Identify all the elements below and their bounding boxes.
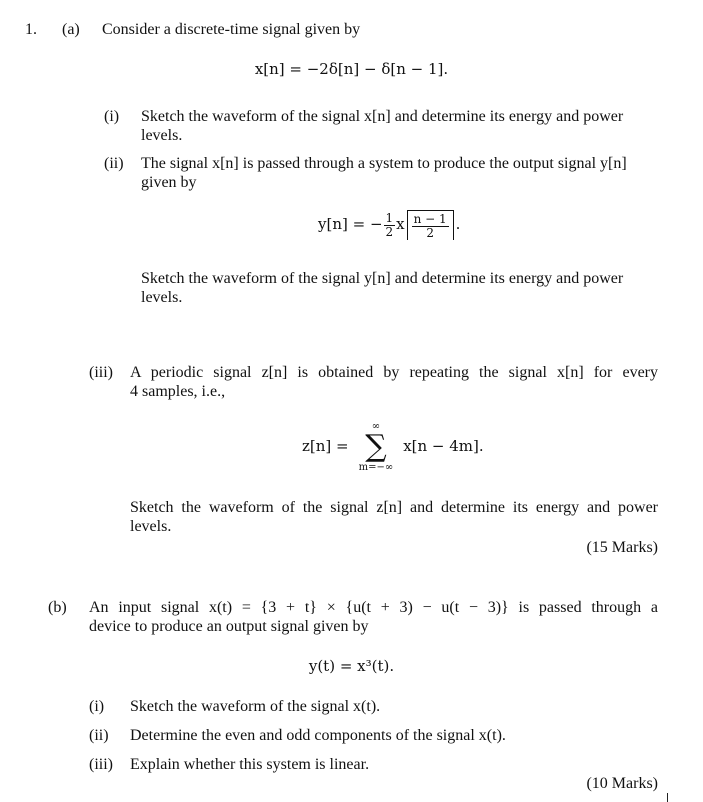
- a-i-line1: Sketch the waveform of the signal x[n] and determine its energy and power: [141, 108, 624, 125]
- part-b-label: (b): [48, 599, 67, 616]
- equation-y-x: x: [396, 215, 405, 233]
- text-cursor: [667, 793, 668, 802]
- half-numerator: 1: [385, 210, 394, 225]
- question-number: 1.: [25, 21, 37, 38]
- equation-y: [318, 210, 460, 240]
- equation-y-cubed: y(t) = x³(t).: [308, 657, 395, 675]
- equation-x: x[n] = −2δ[n] − δ[n − 1].: [254, 60, 449, 78]
- half-denominator: 2: [385, 224, 394, 239]
- equation-z: [302, 418, 484, 474]
- sigma-symbol: ∑: [365, 429, 387, 464]
- index-denominator: 2: [426, 225, 434, 240]
- b-i-text: Sketch the waveform of the signal x(t).: [130, 698, 381, 715]
- summation: [359, 421, 394, 473]
- a-ii-line2: given by: [141, 174, 197, 191]
- a-ii-after1: Sketch the waveform of the signal y[n] and determine its energy and power: [141, 270, 624, 287]
- index-fraction: [412, 213, 449, 240]
- part-b-line1: An input signal x(t) = {3 + t} × {u(t + 3) − u(t − 3)} is passed through a: [89, 599, 658, 616]
- part-a-intro: Consider a discrete-time signal given by: [102, 21, 361, 38]
- equation-z-lhs: z[n] =: [302, 437, 349, 455]
- a-iii-after1: Sketch the waveform of the signal z[n] and determine its energy and power: [130, 499, 658, 516]
- part-a-marks: (15 Marks): [586, 539, 658, 556]
- b-iii-text: Explain whether this system is linear.: [130, 756, 370, 773]
- a-iii-line2: 4 samples, i.e.,: [130, 383, 226, 400]
- a-iii-label: (iii): [89, 364, 113, 381]
- a-iii-line1: A periodic signal z[n] is obtained by repeating the signal x[n] for every: [130, 364, 658, 381]
- b-i-label: (i): [89, 698, 105, 715]
- equation-z-rhs: x[n − 4m].: [403, 437, 484, 455]
- a-ii-line1: The signal x[n] is passed through a system to produce the output signal y[n]: [141, 155, 627, 172]
- part-b-marks: (10 Marks): [586, 775, 658, 792]
- equation-y-end: .: [455, 215, 461, 233]
- ceiling-bracket: [407, 210, 454, 240]
- a-iii-after2: levels.: [130, 518, 172, 535]
- b-iii-label: (iii): [89, 756, 113, 773]
- equation-y-lhs: y[n] = −: [318, 215, 383, 233]
- part-a-label: (a): [62, 21, 80, 38]
- b-ii-label: (ii): [89, 727, 109, 744]
- b-ii-text: Determine the even and odd components of the signal x(t).: [130, 727, 506, 744]
- index-numerator: n − 1: [413, 211, 447, 226]
- a-i-label: (i): [104, 108, 120, 125]
- a-ii-label: (ii): [104, 155, 124, 172]
- part-b-line2: device to produce an output signal given by: [89, 618, 369, 635]
- sum-upper-limit: ∞: [371, 421, 381, 432]
- half-fraction: [384, 212, 396, 239]
- a-ii-after2: levels.: [141, 289, 183, 306]
- sum-lower-limit: m=−∞: [358, 462, 394, 473]
- a-i-line2: levels.: [141, 127, 183, 144]
